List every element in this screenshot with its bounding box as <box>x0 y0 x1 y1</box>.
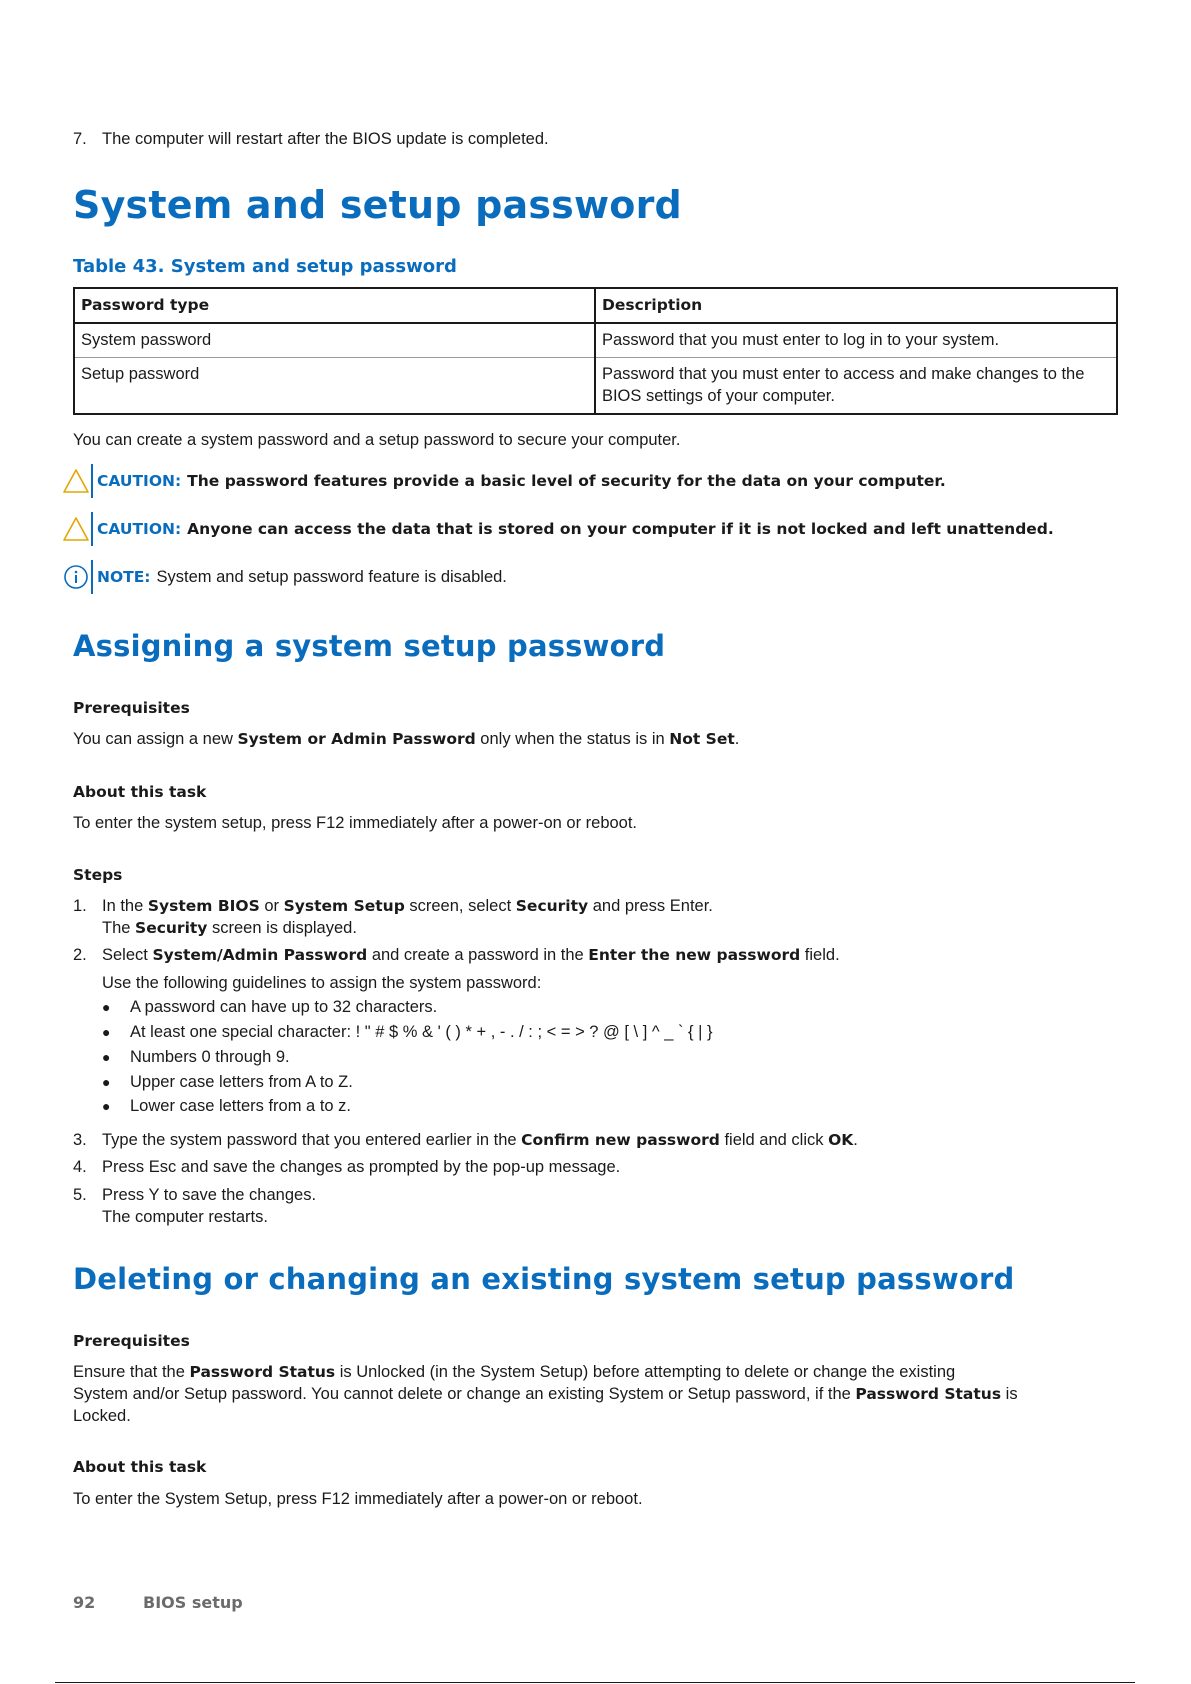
warning-triangle-icon <box>63 468 89 494</box>
guideline-intro: Use the following guidelines to assign the system password: <box>102 974 542 992</box>
page-footer <box>73 1593 243 1612</box>
section-heading: Assigning a system setup password <box>73 629 666 663</box>
subheading: About this task <box>73 783 207 801</box>
step-item: 4. Press Esc and save the changes as prompted by the pop-up message. <box>73 1158 621 1176</box>
about-text: To enter the system setup, press F12 immediately after a power-on or reboot. <box>73 814 638 832</box>
step-result: The Security screen is displayed. <box>102 919 357 937</box>
caution-text: Anyone can access the data that is stored on your computer if it is not locked and left unattended. <box>187 520 1054 538</box>
caution-label: CAUTION: <box>97 520 182 538</box>
note-text: System and setup password feature is disabled. <box>156 567 507 586</box>
notice-divider <box>91 560 93 594</box>
step-item: 1. In the System BIOS or System Setup screen, select Security and press Enter. <box>73 897 713 915</box>
table-header: Password type <box>74 288 595 323</box>
table-row <box>74 323 1117 358</box>
section-heading: Deleting or changing an existing system setup password <box>73 1262 1015 1296</box>
footer-rule <box>55 1682 1135 1683</box>
caution-label: CAUTION: <box>97 472 182 490</box>
caution-notice <box>63 464 946 498</box>
notice-divider <box>91 464 93 498</box>
step-item: 5. Press Y to save the changes. <box>73 1186 317 1204</box>
notice-divider <box>91 512 93 546</box>
table-cell: System password <box>74 323 595 358</box>
prereq-text: Locked. <box>73 1407 131 1425</box>
password-table <box>73 287 1118 415</box>
warning-triangle-icon <box>63 516 89 542</box>
step-item: 2. Select System/Admin Password and create a password in the Enter the new password field. <box>73 946 840 964</box>
subheading: Prerequisites <box>73 699 190 717</box>
list-item: ● Upper case letters from A to Z. <box>102 1073 353 1091</box>
table-cell: Password that you must enter to access and make changes to the BIOS settings of your computer. <box>601 365 1085 405</box>
table-caption: Table 43. System and setup password <box>73 256 457 277</box>
intro-step: 7. The computer will restart after the BIOS update is completed. <box>73 130 549 148</box>
note-label: NOTE: <box>97 568 151 586</box>
prereq-text: You can assign a new System or Admin Password only when the status is in Not Set. <box>73 730 740 748</box>
section-name: BIOS setup <box>143 1593 243 1612</box>
step-item: 3. Type the system password that you entered earlier in the Confirm new password field and click OK. <box>73 1131 858 1149</box>
intro-text: You can create a system password and a setup password to secure your computer. <box>73 431 681 449</box>
about-text: To enter the System Setup, press F12 immediately after a power-on or reboot. <box>73 1490 643 1508</box>
table-header: Description <box>595 288 1117 323</box>
caution-notice <box>63 512 1054 546</box>
prereq-text: Ensure that the Password Status is Unlocked (in the System Setup) before attempting to delete or change the existing <box>73 1363 956 1381</box>
table-row <box>74 358 1117 415</box>
page-title: System and setup password <box>73 183 682 227</box>
caution-text: The password features provide a basic level of security for the data on your computer. <box>187 472 946 490</box>
prereq-text: System and/or Setup password. You cannot delete or change an existing System or Setup password, if the Password Status is <box>73 1385 1018 1403</box>
list-item: ● Lower case letters from a to z. <box>102 1097 352 1115</box>
subheading: About this task <box>73 1458 207 1476</box>
subheading: Steps <box>73 866 123 884</box>
subheading: Prerequisites <box>73 1332 190 1350</box>
info-circle-icon <box>63 564 89 590</box>
step-result: The computer restarts. <box>102 1208 268 1226</box>
table-cell: Password that you must enter to log in to your system. <box>595 323 1117 358</box>
note-notice <box>63 560 507 594</box>
page-number: 92 <box>73 1593 96 1612</box>
table-cell: Setup password <box>74 358 595 415</box>
list-item: ● At least one special character: ! " # $ % & ' ( ) * + , - . / : ; < = > ? @ [ \ ] ^ _ ` { | } <box>102 1023 713 1041</box>
list-item: ● A password can have up to 32 characters. <box>102 998 438 1016</box>
table-header-row <box>74 288 1117 323</box>
list-item: ● Numbers 0 through 9. <box>102 1048 290 1066</box>
